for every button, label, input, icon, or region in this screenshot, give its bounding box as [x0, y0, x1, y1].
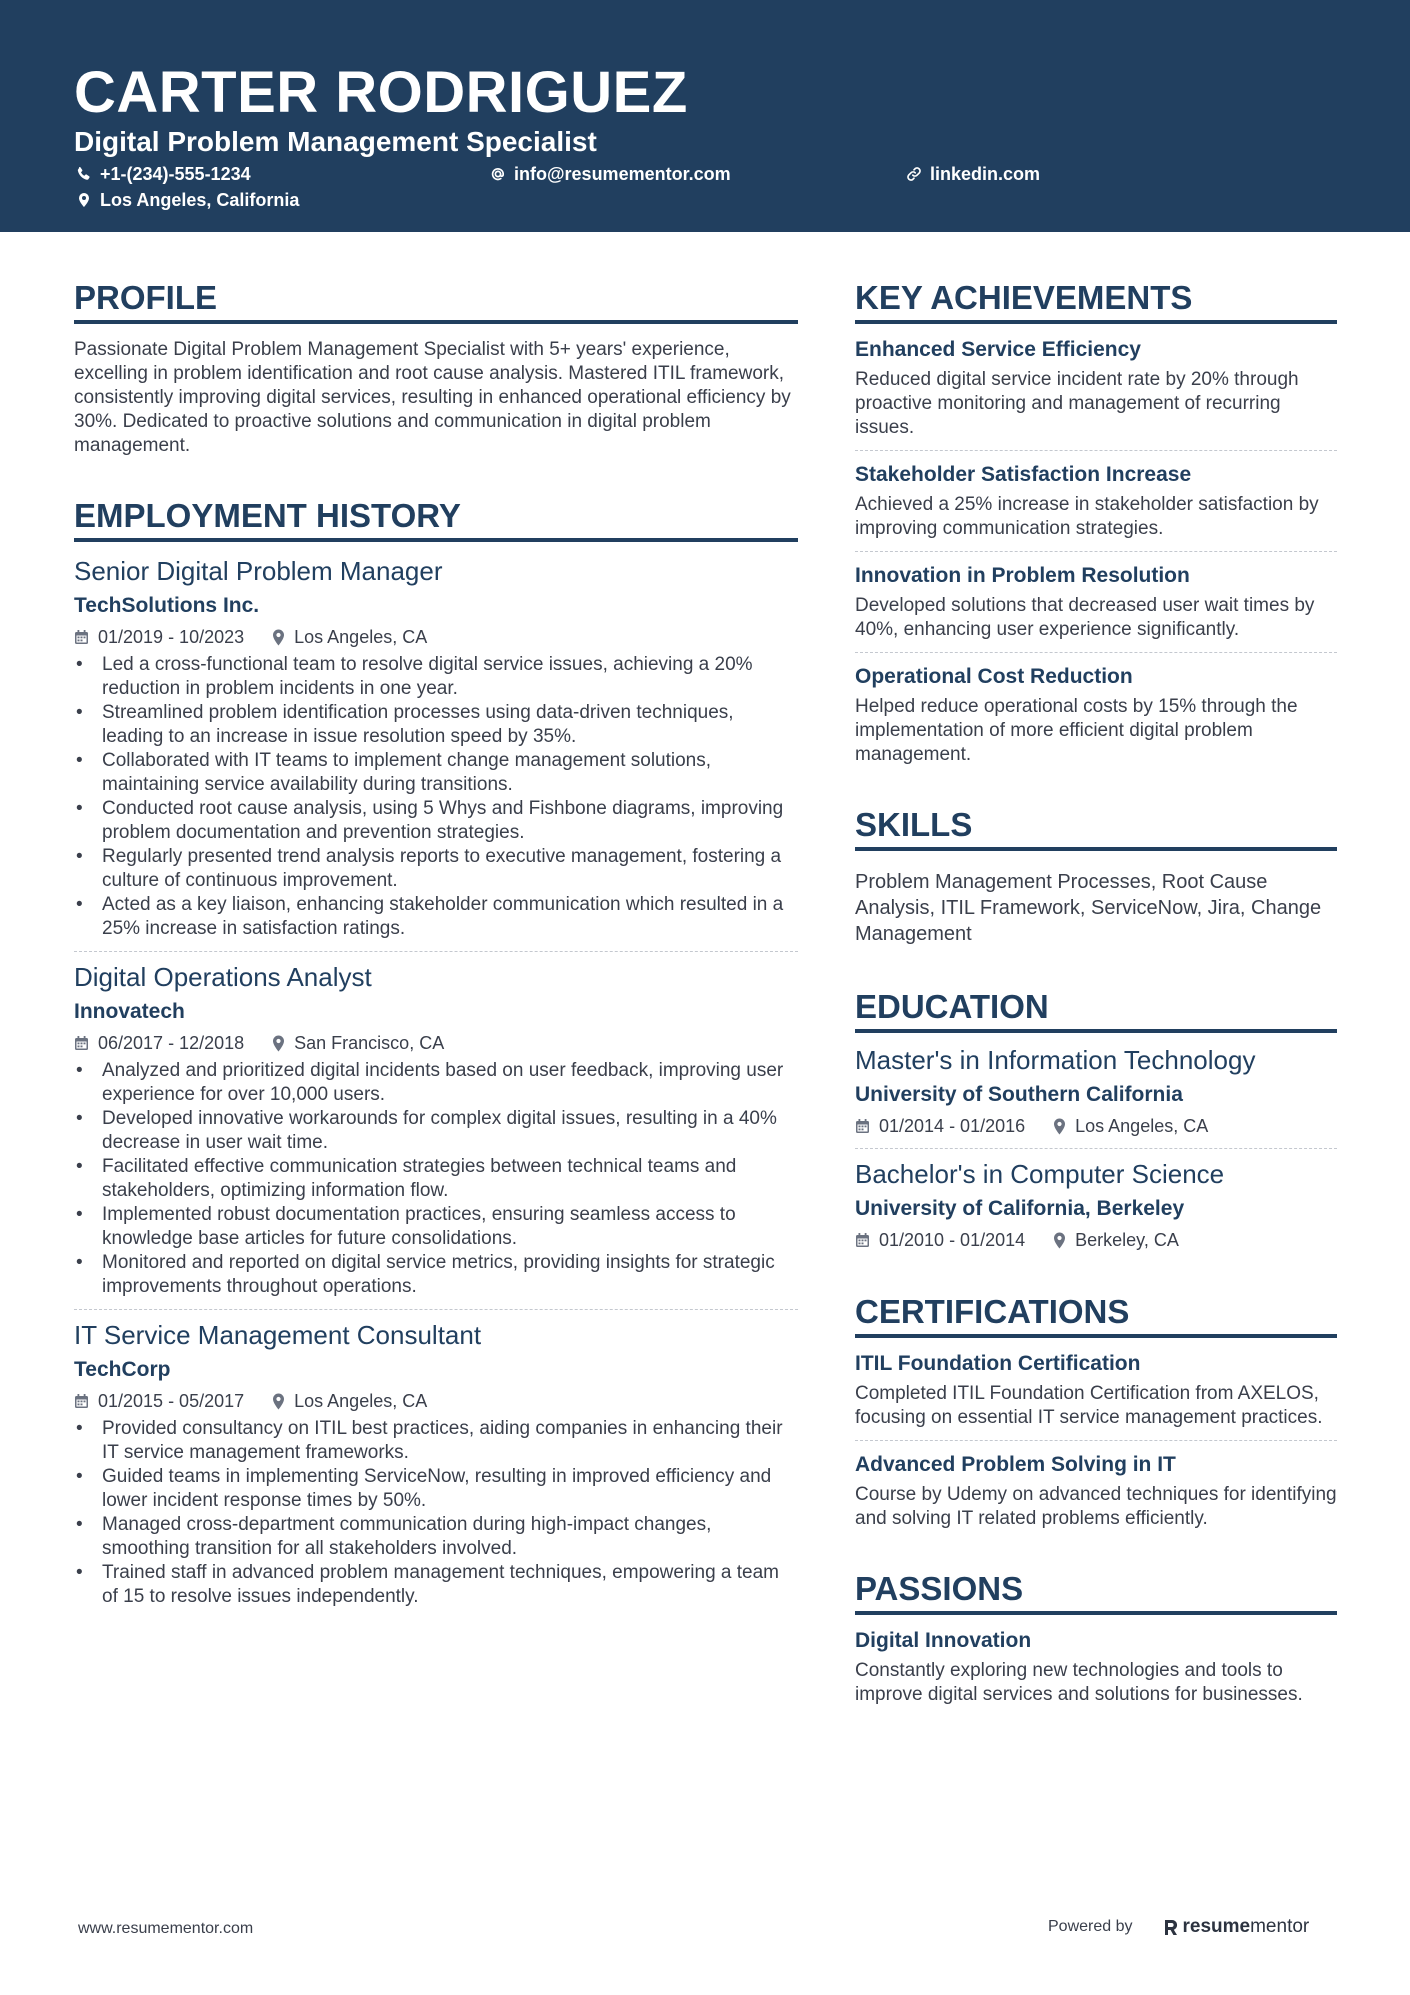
achievement-text: Helped reduce operational costs by 15% through the implementation of more efficient digital problem management.	[855, 696, 1298, 765]
passion-text: Constantly exploring new technologies and tools to improve digital services and solutions for businesses.	[855, 1660, 1303, 1705]
map-pin-icon	[272, 1393, 285, 1410]
school-name: University of California, Berkeley	[855, 1197, 1185, 1220]
calendar-icon	[855, 1118, 870, 1134]
education-item	[855, 1157, 1337, 1252]
profile-text: Passionate Digital Problem Management Specialist with 5+ years' experience, excelling in problem identification and root cause analysis. Mastered ITIL framework, consistently improving digital services, resulting in enhanced operational efficiency by 30%. Dedicated to proactive solutions and communication in digital problem management.	[74, 339, 791, 456]
phone-icon	[76, 166, 92, 182]
contact-linkedin[interactable]	[906, 162, 1040, 186]
job-bullet: • Regularly presented trend analysis reports to executive management, fostering a culture of continuous improvement.	[74, 845, 798, 893]
job-meta	[74, 1389, 798, 1413]
map-pin-icon	[272, 1035, 285, 1052]
divider	[74, 1309, 798, 1310]
job-bullet: • Implemented robust documentation practices, ensuring seamless access to knowledge base articles for future consolidations.	[74, 1203, 798, 1251]
job-entry	[74, 960, 798, 1299]
calendar-icon	[855, 1232, 870, 1248]
job-bullet: • Led a cross-functional team to resolve digital service issues, achieving a 20% reduction in problem incidents in one year.	[74, 653, 798, 701]
job-title: Digital Operations Analyst	[74, 962, 372, 992]
profile-section	[74, 278, 798, 458]
education-item	[855, 1043, 1337, 1138]
divider	[855, 551, 1337, 552]
employment-heading: EMPLOYMENT HISTORY	[74, 496, 798, 542]
contact-email[interactable]	[490, 162, 731, 186]
certifications-section	[855, 1292, 1337, 1531]
calendar-icon	[74, 1035, 89, 1051]
brand-light: mentor	[1250, 1916, 1310, 1937]
footer-website[interactable]: www.resumementor.com	[78, 1920, 254, 1937]
achievement-item	[855, 663, 1337, 767]
job-dates: 06/2017 - 12/2018	[98, 1033, 245, 1053]
link-icon	[906, 166, 922, 182]
job-bullet: • Facilitated effective communication strategies between technical teams and stakeholders, optimizing information flow.	[74, 1155, 798, 1203]
job-bullet: • Monitored and reported on digital service metrics, providing insights for strategic improvements throughout operations.	[74, 1251, 798, 1299]
divider	[855, 652, 1337, 653]
achievement-item	[855, 562, 1337, 642]
job-entry	[74, 1318, 798, 1609]
certifications-heading: CERTIFICATIONS	[855, 1292, 1337, 1338]
job-location: San Francisco, CA	[294, 1033, 445, 1053]
achievement-text: Reduced digital service incident rate by 20% through proactive monitoring and management of recurring issues.	[855, 369, 1299, 438]
job-dates: 01/2019 - 10/2023	[98, 627, 245, 647]
brand-logo[interactable]	[1163, 1916, 1310, 1938]
brand-bold: resume	[1182, 1916, 1251, 1937]
job-bullet: • Trained staff in advanced problem management techniques, empowering a team of 15 to resolve issues independently.	[74, 1561, 798, 1609]
degree-title: Bachelor's in Computer Science	[855, 1159, 1225, 1189]
achievement-title: Innovation in Problem Resolution	[855, 564, 1190, 587]
email-text: info@resumementor.com	[514, 164, 731, 184]
passion-title: Digital Innovation	[855, 1629, 1032, 1652]
job-bullet: • Conducted root cause analysis, using 5 Whys and Fishbone diagrams, improving problem documentation and prevention strategies.	[74, 797, 798, 845]
at-icon	[490, 166, 506, 182]
job-bullet: • Guided teams in implementing ServiceNow, resulting in improved efficiency and lower incident response times by 50%.	[74, 1465, 798, 1513]
job-bullet: • Provided consultancy on ITIL best practices, aiding companies in enhancing their IT service management frameworks.	[74, 1417, 798, 1465]
job-meta	[74, 1031, 798, 1055]
achievement-text: Developed solutions that decreased user wait times by 40%, enhancing user experience significantly.	[855, 595, 1315, 640]
location-text: Los Angeles, California	[100, 190, 300, 210]
header-banner	[0, 0, 1410, 232]
certification-title: Advanced Problem Solving in IT	[855, 1453, 1176, 1476]
job-bullet: • Acted as a key liaison, enhancing stakeholder communication which resulted in a 25% increase in satisfaction ratings.	[74, 893, 798, 941]
passions-section	[855, 1569, 1337, 1707]
job-bullet: • Analyzed and prioritized digital incidents based on user feedback, improving user experience for over 10,000 users.	[74, 1059, 798, 1107]
job-bullets	[74, 1059, 798, 1299]
job-bullet: • Developed innovative workarounds for complex digital issues, resulting in a 40% decrease in user wait time.	[74, 1107, 798, 1155]
achievements-section	[855, 278, 1337, 767]
divider	[855, 1440, 1337, 1441]
job-company: TechCorp	[74, 1358, 171, 1381]
contact-phone[interactable]	[76, 162, 251, 186]
divider	[74, 951, 798, 952]
job-bullets	[74, 653, 798, 941]
job-location: Los Angeles, CA	[294, 627, 428, 647]
job-title: Senior Digital Problem Manager	[74, 556, 443, 586]
linkedin-text: linkedin.com	[930, 164, 1041, 184]
footer-branding	[1048, 1916, 1309, 1938]
job-location: Los Angeles, CA	[294, 1391, 428, 1411]
skills-text: Problem Management Processes, Root Cause Analysis, ITIL Framework, ServiceNow, Jira, Change Management	[855, 871, 1322, 945]
certification-item	[855, 1350, 1337, 1430]
candidate-name: CARTER RODRIGUEZ	[74, 60, 688, 125]
passion-item	[855, 1627, 1337, 1707]
education-section	[855, 987, 1337, 1252]
education-location: Los Angeles, CA	[1075, 1116, 1209, 1136]
map-pin-icon	[1053, 1118, 1066, 1135]
education-dates: 01/2010 - 01/2014	[879, 1230, 1026, 1250]
brand-logo-icon	[1163, 1918, 1179, 1936]
job-bullet: • Managed cross-department communication during high-impact changes, smoothing transition for all stakeholders involved.	[74, 1513, 798, 1561]
job-bullet: • Streamlined problem identification processes using data-driven techniques, leading to an increase in issue resolution speed by 35%.	[74, 701, 798, 749]
education-heading: EDUCATION	[855, 987, 1337, 1033]
job-entry	[74, 554, 798, 941]
achievement-text: Achieved a 25% increase in stakeholder satisfaction by improving communication strategies.	[855, 494, 1319, 539]
achievement-item	[855, 461, 1337, 541]
achievement-item	[855, 336, 1337, 440]
phone-text: +1-(234)-555-1234	[100, 164, 251, 184]
education-meta	[855, 1114, 1337, 1138]
candidate-role: Digital Problem Management Specialist	[74, 126, 597, 157]
education-meta	[855, 1228, 1337, 1252]
profile-heading: PROFILE	[74, 278, 798, 324]
divider	[855, 1148, 1337, 1149]
certification-text: Completed ITIL Foundation Certification from AXELOS, focusing on essential IT service management practices.	[855, 1383, 1323, 1428]
map-pin-icon	[272, 629, 285, 646]
calendar-icon	[74, 1393, 89, 1409]
certification-text: Course by Udemy on advanced techniques for identifying and solving IT related problems efficiently.	[855, 1484, 1337, 1529]
divider	[855, 450, 1337, 451]
achievement-title: Stakeholder Satisfaction Increase	[855, 463, 1192, 486]
calendar-icon	[74, 629, 89, 645]
achievement-title: Operational Cost Reduction	[855, 665, 1133, 688]
job-company: TechSolutions Inc.	[74, 594, 260, 617]
employment-section	[74, 496, 798, 1609]
right-column	[855, 278, 1337, 1707]
achievement-title: Enhanced Service Efficiency	[855, 338, 1141, 361]
job-company: Innovatech	[74, 1000, 185, 1023]
contact-location	[76, 188, 299, 212]
school-name: University of Southern California	[855, 1083, 1183, 1106]
powered-by-text: Powered by	[1048, 1918, 1133, 1935]
passions-heading: PASSIONS	[855, 1569, 1337, 1615]
job-bullet: • Collaborated with IT teams to implement change management solutions, maintaining service availability during transitions.	[74, 749, 798, 797]
skills-section	[855, 805, 1337, 947]
job-bullets	[74, 1417, 798, 1609]
skills-heading: SKILLS	[855, 805, 1337, 851]
left-column	[74, 278, 798, 1609]
certification-title: ITIL Foundation Certification	[855, 1352, 1141, 1375]
job-title: IT Service Management Consultant	[74, 1320, 482, 1350]
map-pin-icon	[76, 192, 92, 208]
achievements-heading: KEY ACHIEVEMENTS	[855, 278, 1337, 324]
certification-item	[855, 1451, 1337, 1531]
job-dates: 01/2015 - 05/2017	[98, 1391, 245, 1411]
education-dates: 01/2014 - 01/2016	[879, 1116, 1026, 1136]
education-location: Berkeley, CA	[1075, 1230, 1179, 1250]
map-pin-icon	[1053, 1232, 1066, 1249]
degree-title: Master's in Information Technology	[855, 1045, 1256, 1075]
job-meta	[74, 625, 798, 649]
